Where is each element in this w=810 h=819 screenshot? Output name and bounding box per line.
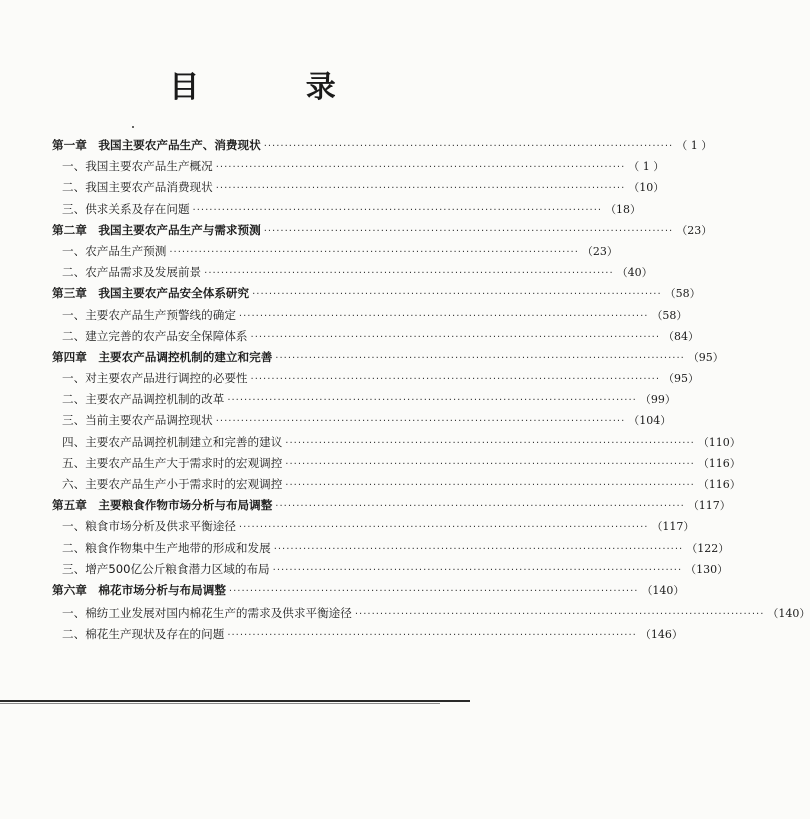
toc-entry-label: 第六章 棉花市场分析与布局调整 [52,582,226,597]
toc-page-number: （84） [663,329,700,343]
toc-entry-label: 第三章 我国主要农产品安全体系研究 [52,286,250,301]
page-title: 目 录 [169,70,384,105]
toc-page-number: （140） [641,583,685,597]
dot-leader: ·································································································· [227,395,637,407]
dot-leader: ·································································································· [263,225,674,237]
toc-entry-label: 一、棉纺工业发展对国内棉花生产的需求及供求平衡途径 [62,606,352,621]
toc-page-number: （130） [685,562,729,576]
toc-entry-label: 二、粮食作物集中生产地带的形成和发展 [62,540,271,555]
toc-entry-label: 一、主要农产品生产预警线的确定 [62,307,236,322]
toc-entry-label: 一、对主要农产品进行调控的必要性 [62,371,248,386]
toc-entry-section[interactable] [52,561,729,582]
toc-entry-section[interactable] [52,158,665,179]
toc-page-number: （40） [616,266,653,280]
dot-leader: ·································································································· [238,522,649,534]
toc-entry-section[interactable] [52,412,672,433]
toc-entry-wrapped[interactable] [52,603,810,626]
toc-entry-label: 六、主要农产品生产小于需求时的宏观调控 [62,477,283,491]
toc-page-number: （116） [697,456,741,470]
toc-entry-label: 第二章 我国主要农产品生产与需求预测 [52,222,261,237]
toc-entry-label: 第一章 我国主要农产品生产、消费现状 [52,138,261,152]
toc-entry-section[interactable] [52,201,642,222]
dot-leader: ·································································································· [250,331,661,343]
toc-entry-chapter[interactable] [52,222,713,243]
toc-entry-label: 一、农产品生产预测 [62,243,167,258]
toc-entry-label: 五、主要农产品生产大于需求时的宏观调控 [62,455,283,470]
dot-leader: ·································································································· [238,310,649,322]
toc-entry-section[interactable] [52,476,741,497]
toc-page-number: （116） [697,478,741,491]
toc-entry-label: 第五章 主要粮食作物市场分析与布局调整 [52,498,273,513]
dot-leader: ·································································································· [275,501,685,513]
toc-entry-chapter[interactable] [52,285,701,306]
dot-leader: ·································································································· [228,585,639,597]
dot-leader: ·································································································· [285,480,695,491]
dot-leader: ·································································································· [215,183,626,195]
toc-entry-section[interactable] [52,391,676,412]
toc-page-number: （95） [687,350,724,364]
toc-page-number: （95） [663,372,700,386]
toc-page-number: （58） [651,308,688,322]
dot-leader: ·································································································· [169,246,579,258]
toc-entry-section[interactable] [52,540,730,561]
toc-page-number: （58） [664,287,701,301]
dot-leader: ·································································································· [354,609,765,621]
toc-page-number: （110） [697,435,741,449]
toc-page-number: （140） [767,607,810,621]
table-of-contents [52,137,810,647]
toc-entry-label: 一、粮食市场分析及供求平衡途径 [62,519,236,534]
dot-leader: ·································································································· [273,543,684,555]
toc-entry-chapter[interactable] [52,497,731,518]
toc-entry-label: 二、农产品需求及发展前景 [62,265,202,280]
dot-leader: ·································································································· [285,458,695,470]
toc-entry-section[interactable] [52,179,665,200]
toc-page-number: （99） [639,393,676,407]
toc-entry-label: 二、棉花生产现状及存在的问题 [62,627,225,642]
dot-leader: ·································································································· [263,141,674,152]
footer-rule-thin [0,703,440,704]
toc-entry-label: 第四章 主要农产品调控机制的建立和完善 [52,349,273,364]
toc-page-number: （18） [605,202,642,216]
dot-leader: ·································································································· [252,289,662,301]
toc-page-number: （146） [639,628,683,642]
toc-entry-label: 二、我国主要农产品消费现状 [62,180,213,195]
toc-entry-section[interactable] [52,518,695,539]
dot-leader: ·································································································· [250,374,661,386]
toc-entry-section[interactable] [52,626,683,647]
toc-entry-section[interactable] [52,434,741,455]
toc-entry-section[interactable] [52,264,653,285]
toc-entry-section[interactable] [52,243,618,264]
toc-entry-label: 二、建立完善的农产品安全保障体系 [62,328,248,343]
dot-leader: ·································································································· [272,564,683,576]
toc-entry-chapter[interactable] [52,582,685,603]
toc-entry-section[interactable] [52,370,700,391]
toc-entry-section[interactable] [52,455,741,476]
toc-entry-label: 二、主要农产品调控机制的改革 [62,392,225,407]
toc-entry-label: 四、主要农产品调控机制建立和完善的建议 [62,434,283,449]
footer-rule [0,700,470,702]
toc-page-number: （ 1 ） [676,139,713,152]
toc-page-number: （23） [581,244,618,258]
toc-page-number: （117） [651,520,695,534]
dot-leader: ·································································································· [215,416,626,428]
toc-entry-label: 三、供求关系及存在问题 [62,201,190,216]
dot-leader: ·································································································· [227,630,637,642]
toc-page-number: （117） [687,499,731,513]
toc-entry-label: 三、增产500亿公斤粮食潜力区域的布局 [62,561,270,576]
toc-page-number: （23） [676,223,713,237]
toc-page-number: （ 1 ） [628,160,665,174]
toc-entry-label: 三、当前主要农产品调控现状 [62,413,213,428]
ink-speck [132,126,134,128]
dot-leader: ·································································································· [285,437,695,449]
toc-entry-chapter[interactable] [52,349,724,370]
toc-page-number: （104） [628,414,672,428]
toc-page-number: （10） [628,181,665,195]
toc-entry-chapter[interactable] [52,137,713,158]
dot-leader: ·································································································· [275,352,685,364]
dot-leader: ·································································································· [204,268,614,280]
toc-page-number: （122） [686,541,730,555]
dot-leader: ·································································································· [192,204,603,216]
dot-leader: ·································································································· [215,162,626,174]
toc-entry-section[interactable] [52,307,688,328]
toc-entry-label: 一、我国主要农产品生产概况 [62,159,213,174]
toc-entry-section[interactable] [52,328,700,349]
